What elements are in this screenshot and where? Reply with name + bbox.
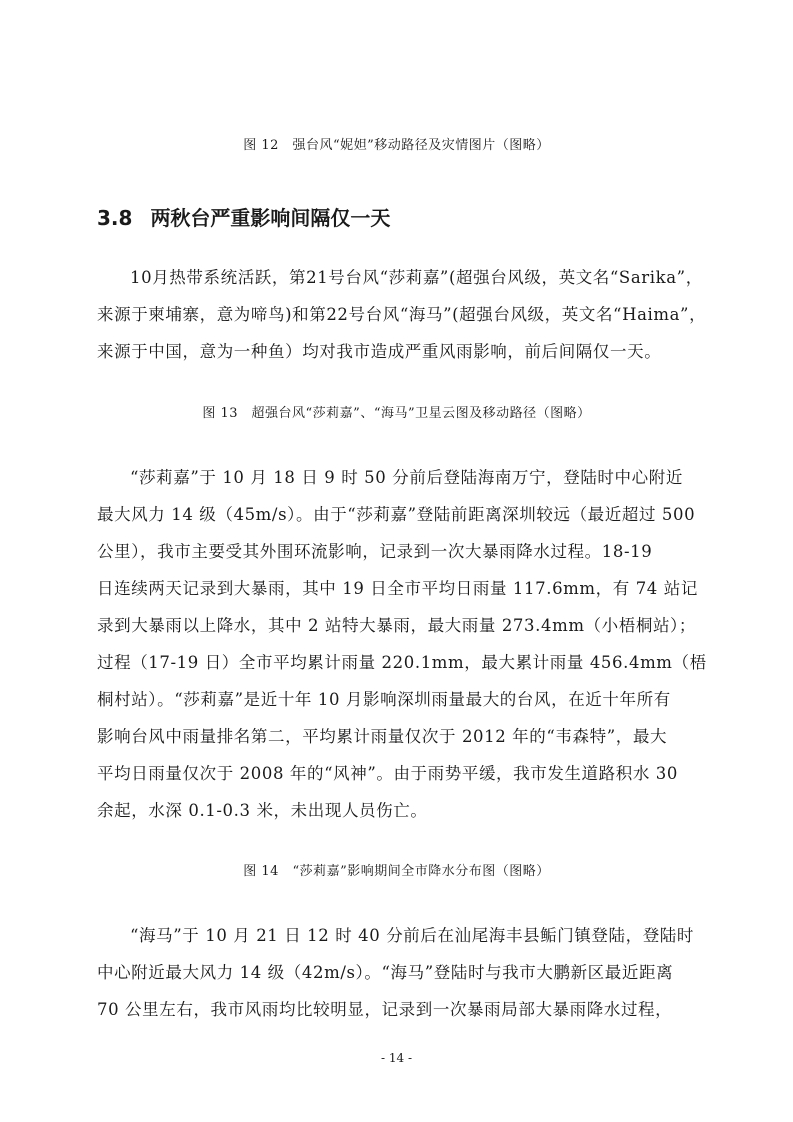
paragraph-line: 来源于柬埔寨，意为啼鸟)和第22号台风“海马”(超强台风级，英文名“Haima”， — [97, 305, 707, 324]
figure-13-caption: 图 13 超强台风“莎莉嘉”、“海马”卫星云图及移动路径（图略） — [202, 406, 591, 421]
section-number: 3.8 — [97, 206, 133, 230]
paragraph-line: 10月热带系统活跃，第21号台风“莎莉嘉”(超强台风级，英文名“Sarika”， — [130, 268, 703, 287]
paragraph-line: 过程（17-19 日）全市平均累计雨量 220.1mm，最大累计雨量 456.4mm（梧 — [97, 653, 707, 672]
figure-12-caption: 图 12 强台风“妮妲”移动路径及灾情图片（图略） — [243, 138, 550, 153]
paragraph-line: “莎莉嘉”于 10 月 18 日 9 时 50 分前后登陆海南万宁，登陆时中心附近 — [130, 468, 683, 487]
paragraph-line: 最大风力 14 级（45m/s）。由于“莎莉嘉”登陆前距离深圳较远（最近超过 500 — [97, 505, 696, 524]
paragraph-line: 来源于中国，意为一种鱼）均对我市造成严重风雨影响，前后间隔仅一天。 — [97, 342, 662, 361]
paragraph-line: 平均日雨量仅次于 2008 年的“风神”。由于雨势平缓，我市发生道路积水 30 — [97, 764, 678, 783]
paragraph-line: 日连续两天记录到大暴雨，其中 19 日全市平均日雨量 117.6mm，有 74 站记 — [97, 579, 698, 598]
paragraph-line: 影响台风中雨量排名第二，平均累计雨量仅次于 2012 年的“韦森特”，最大 — [97, 727, 668, 746]
page-number: - 14 - — [380, 1051, 412, 1065]
figure-14-caption: 图 14 “莎莉嘉”影响期间全市降水分布图（图略） — [243, 864, 550, 879]
paragraph-line: 公里），我市主要受其外围环流影响，记录到一次大暴雨降水过程。18-19 — [97, 542, 653, 561]
paragraph-line: 桐村站）。“莎莉嘉”是近十年 10 月影响深圳雨量最大的台风，在近十年所有 — [97, 690, 671, 709]
paragraph-line: 中心附近最大风力 14 级（42m/s）。“海马”登陆时与我市大鹏新区最近距离 — [97, 963, 674, 982]
paragraph-line: 70 公里左右，我市风雨均比较明显，记录到一次暴雨局部大暴雨降水过程， — [97, 1000, 673, 1019]
paragraph-line: “海马”于 10 月 21 日 12 时 40 分前后在汕尾海丰县鲘门镇登陆，登陆时 — [130, 926, 695, 945]
paragraph-line: 余起，水深 0.1-0.3 米，未出现人员伤亡。 — [97, 801, 428, 820]
section-title: 两秋台严重影响间隔仅一天 — [150, 206, 391, 230]
paragraph-line: 录到大暴雨以上降水，其中 2 站特大暴雨，最大雨量 273.4mm（小梧桐站）； — [97, 616, 697, 635]
section-heading — [97, 202, 390, 231]
